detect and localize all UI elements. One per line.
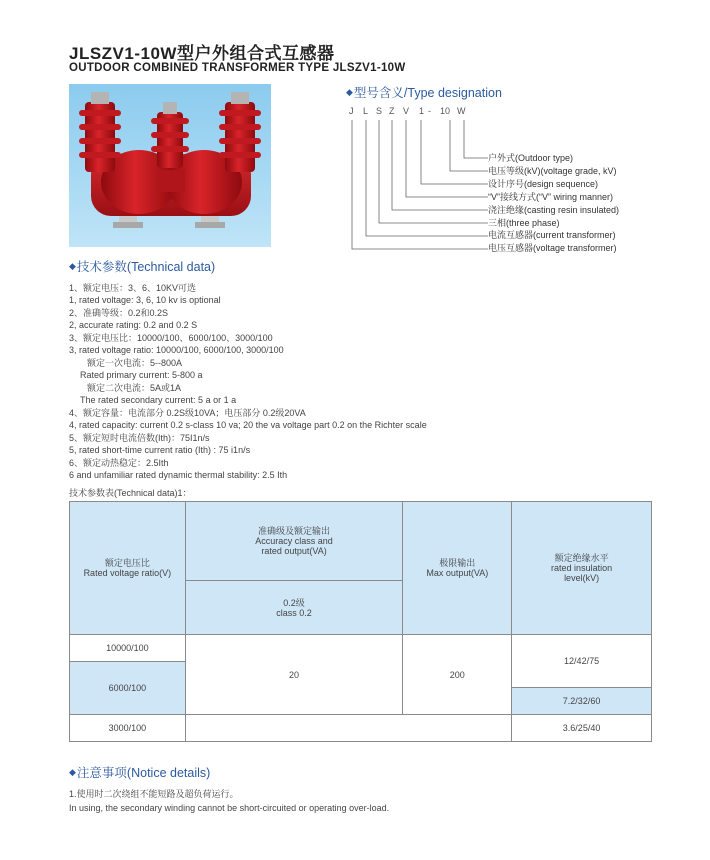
bullet-icon: ◆ xyxy=(69,767,76,777)
tech-line: 5、额定短时电流倍数(Ith)：75I1n/s xyxy=(69,433,210,443)
table-cell-ratio: 10000/100 xyxy=(70,635,186,662)
notice-line-en: In using, the secondary winding cannot be short-circuited or operating over-load. xyxy=(69,803,390,813)
type-designation-heading xyxy=(346,83,502,101)
technical-data-table xyxy=(69,501,652,742)
header-class xyxy=(185,581,403,635)
tech-line: 6 and unfamiliar rated dynamic thermal stability: 2.5 Ith xyxy=(69,470,288,480)
designation-description: 电流互感器(current transformer) xyxy=(488,230,616,241)
code-char: 10 xyxy=(440,106,451,116)
tech-line: 1, rated voltage: 3, 6, 10 kv is optional xyxy=(69,295,221,305)
tech-line: Rated primary current: 5-800 a xyxy=(80,370,203,380)
table-caption: 技术参数表(Technical data)1： xyxy=(69,488,192,498)
tech-line: 额定一次电流：5--800A xyxy=(87,358,183,368)
transformer-illustration xyxy=(69,84,271,247)
tech-line: 4, rated capacity: current 0.2 s-class 10 va; 20 the va voltage part 0.2 on the Richter scale xyxy=(69,420,427,430)
tech-line: 额定二次电流：5A或1A xyxy=(87,383,182,393)
header-voltage-ratio-en: Rated voltage ratio(V) xyxy=(83,568,172,578)
header-class-cn: 0.2级 xyxy=(283,597,305,608)
tech-line: 2、准确等级：0.2和0.2S xyxy=(69,308,169,318)
notice-heading-text: 注意事项(Notice details) xyxy=(76,766,211,780)
product-photo xyxy=(69,84,271,247)
page-title: JLSZV1-10W型户外组合式互感器 xyxy=(69,44,335,63)
notice-heading xyxy=(69,763,210,781)
designation-description: 户外式(Outdoor type) xyxy=(488,153,574,163)
header-accuracy-en: Accuracy class and rated output(VA) xyxy=(255,536,333,556)
header-insulation-en: rated insulation level(kV) xyxy=(551,563,613,583)
header-max-output-en: Max output(VA) xyxy=(426,568,489,578)
designation-description: “V”接线方式(“V” wiring manner) xyxy=(488,191,614,202)
header-accuracy xyxy=(185,502,403,581)
header-max-output xyxy=(403,502,512,635)
table-cell-insulation: 7.2/32/60 xyxy=(512,688,652,715)
designation-description-list xyxy=(488,152,619,255)
designation-description: 浇注绝缘(casting resin insulated) xyxy=(488,204,620,215)
tech-line: 3、额定电压比：10000/100、6000/100、3000/100 xyxy=(69,333,273,343)
tech-line: 3, rated voltage ratio: 10000/100, 6000/100, 3000/100 xyxy=(69,345,284,355)
tech-line: 2, accurate rating: 0.2 and 0.2 S xyxy=(69,320,198,330)
code-char: J xyxy=(349,106,354,116)
code-char: - xyxy=(428,106,431,116)
code-char: W xyxy=(457,106,466,116)
tech-line: 6、额定动热稳定：2.5Ith xyxy=(69,458,169,468)
designation-description: 三相(three phase) xyxy=(488,217,560,228)
code-char: 1 xyxy=(419,106,425,116)
page-subtitle: OUTDOOR COMBINED TRANSFORMER TYPE JLSZV1-10W xyxy=(69,62,406,74)
table-cell-ratio: 3000/100 xyxy=(70,715,186,742)
table-cell-max-output: 200 xyxy=(403,635,512,715)
type-designation-heading-text: 型号含义/Type designation xyxy=(353,86,502,100)
designation-description: 电压等级(kV)(voltage grade, kV) xyxy=(488,165,617,176)
technical-data-heading-text: 技术参数(Technical data) xyxy=(76,260,216,274)
tech-line: The rated secondary current: 5 a or 1 a xyxy=(80,395,237,405)
tech-line: 4、额定容量：电流部分 0.2S级10VA；电压部分 0.2级20VA xyxy=(69,408,306,418)
notice-line-cn: 1.使用时二次绕组不能短路及超负荷运行。 xyxy=(69,789,239,799)
code-char: Z xyxy=(389,106,395,116)
table-cell-ratio: 6000/100 xyxy=(70,662,186,715)
table-cell-empty xyxy=(185,715,511,742)
header-class-en: class 0.2 xyxy=(276,607,312,618)
header-insulation xyxy=(512,502,652,635)
header-voltage-ratio-cn: 额定电压比 xyxy=(104,558,150,568)
header-max-output-cn: 极限输出 xyxy=(439,558,476,568)
designation-description: 电压互感器(voltage transformer) xyxy=(488,243,617,254)
designation-description: 设计序号(design sequence) xyxy=(488,178,599,189)
table-cell-insulation: 3.6/25/40 xyxy=(512,715,652,742)
designation-connector-lines xyxy=(340,116,490,256)
bullet-icon: ◆ xyxy=(346,87,353,97)
technical-data-heading xyxy=(69,257,215,275)
code-char: S xyxy=(376,106,383,116)
table-cell-insulation: 12/42/75 xyxy=(512,635,652,688)
table-cell-output: 20 xyxy=(185,635,403,715)
header-insulation-cn: 额定绝缘水平 xyxy=(554,553,609,563)
header-accuracy-cn: 准确级及额定输出 xyxy=(258,526,331,536)
header-voltage-ratio xyxy=(70,502,186,635)
bullet-icon: ◆ xyxy=(69,261,76,271)
tech-line: 1、额定电压：3、6、10KV可选 xyxy=(69,283,197,293)
tech-line: 5, rated short-time current ratio (Ith) : 75 i1n/s xyxy=(69,445,251,455)
code-char: V xyxy=(403,106,410,116)
code-char: L xyxy=(363,106,369,116)
